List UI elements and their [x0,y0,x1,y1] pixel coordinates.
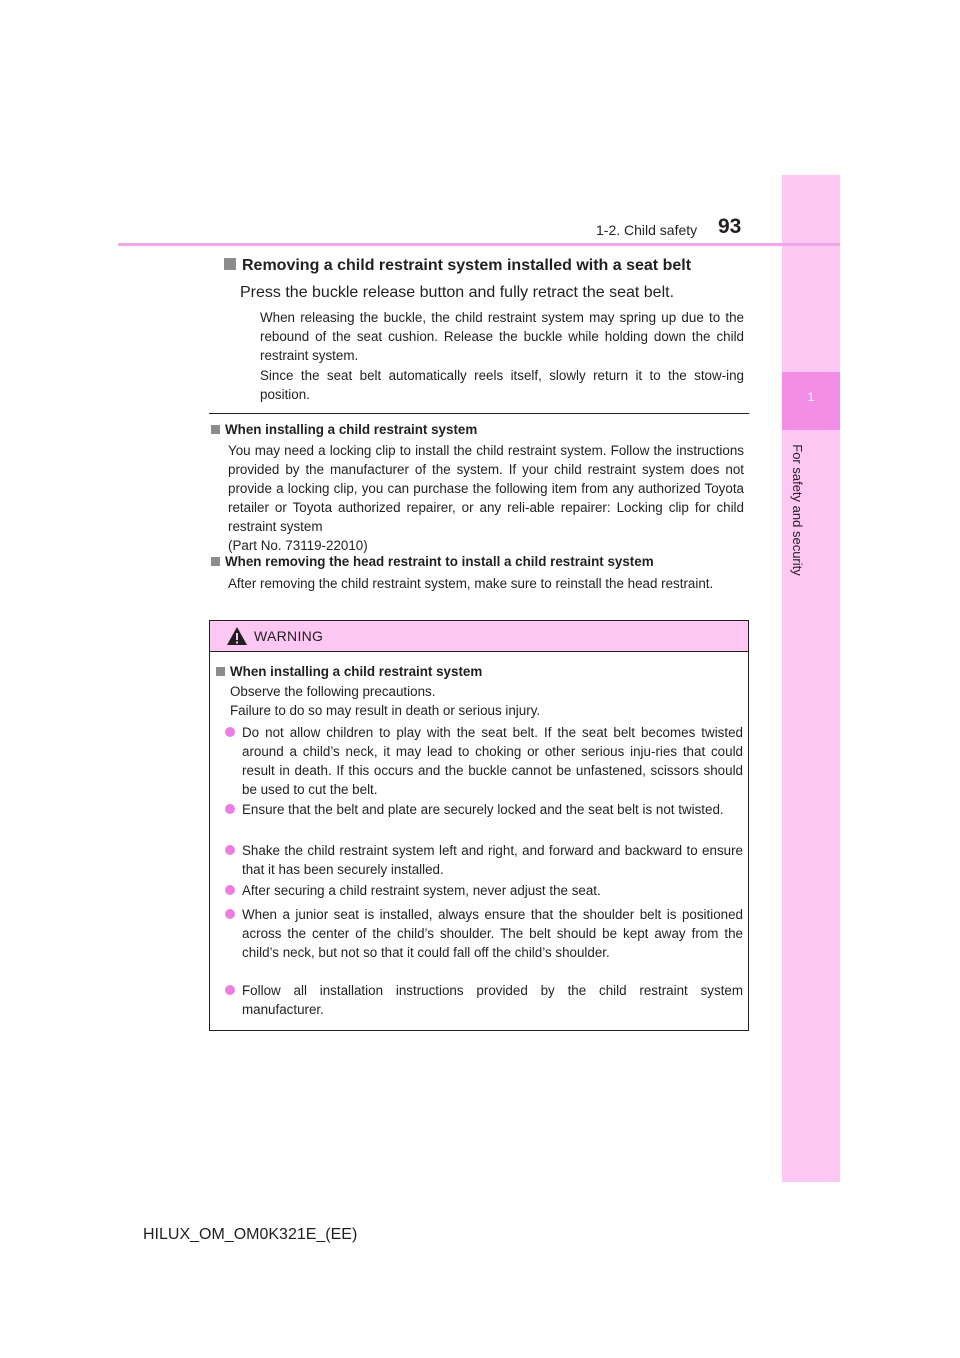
side-tab-chapter-number: 1 [807,390,815,404]
warning-box [209,620,749,1031]
procedure-heading [224,257,691,275]
info-heading [211,554,654,569]
part-number: (Part No. 73119-22010) [228,538,368,553]
info-heading [211,422,477,437]
warning-bullet [225,800,743,819]
side-tab-chapter-title: For safety and security [790,444,805,576]
warning-bullet-text: After securing a child restraint system, never adjust the seat. [242,883,601,898]
bullet-dot-icon [225,985,235,995]
bullet-dot-icon [225,909,235,919]
bullet-dot-icon [225,845,235,855]
procedure-heading-text: Removing a child restraint system installed with a seat belt [242,257,692,274]
square-bullet-icon [224,258,236,270]
section-divider [209,413,749,414]
warning-triangle-icon [226,626,248,646]
bullet-dot-icon [225,804,235,814]
header-rule [118,243,840,246]
warning-bullet [225,881,743,900]
procedure-note: When releasing the buckle, the child restraint system may spring up due to the rebound of the seat cushion. Release the buckle while holding down the child restraint system. [260,310,744,363]
square-bullet-icon [216,667,225,676]
warning-bullet [225,841,743,879]
procedure-step: Press the buckle release button and fully retract the seat belt. [240,284,675,301]
square-bullet-icon [211,425,220,434]
warning-heading-text: When installing a child restraint system [230,664,483,679]
warning-bullet [225,905,743,962]
warning-bullet-text: Follow all installation instructions provided by the child restraint system manufacturer. [242,983,743,1017]
warning-intro: Failure to do so may result in death or serious injury. [230,703,541,718]
info-heading-text: When installing a child restraint system [225,422,478,437]
warning-bullet-text: Do not allow children to play with the seat belt. If the seat belt becomes twisted around a child’s neck, it may lead to choking or other serious inju-ries that could result in death. If this occurs and the buckle cannot be unfastened, scissors should be used to cut the belt. [242,725,743,797]
warning-bullet-text: When a junior seat is installed, always ensure that the shoulder belt is positioned across the center of the child’s shoulder. The belt should be kept away from the child’s neck, but not so that it could fall off the child’s shoulder. [242,907,743,960]
document-code: HILUX_OM_OM0K321E_(EE) [143,1226,358,1243]
side-tab [782,175,840,1182]
warning-bullet [225,981,743,1019]
info-body [228,441,744,555]
warning-label: WARNING [254,628,324,644]
info-body: After removing the child restraint system, make sure to reinstall the head restraint. [228,576,714,591]
warning-bullet [225,723,743,799]
warning-heading [216,664,482,679]
info-heading-text: When removing the head restraint to install a child restraint system [225,554,654,569]
section-label: 1-2. Child safety [596,222,698,238]
warning-bullet-text: Shake the child restraint system left and right, and forward and backward to ensure that it has been securely installed. [242,843,743,877]
square-bullet-icon [211,557,220,566]
bullet-dot-icon [225,885,235,895]
warning-intro: Observe the following precautions. [230,684,436,699]
bullet-dot-icon [225,727,235,737]
procedure-note: Since the seat belt automatically reels itself, slowly return it to the stow-ing position. [260,368,744,402]
page-number: 93 [718,215,742,238]
warning-bullet-text: Ensure that the belt and plate are securely locked and the seat belt is not twisted. [242,802,724,817]
info-body-text: You may need a locking clip to install the child restraint system. Follow the instructions provided by the manufacturer of the system. If your child restraint system does not provide a locking clip, you can purchase the following item from any authorized Toyota retailer or Toyota authorized repairer, or any reli-able repairer: Locking clip for child restraint system [228,443,744,534]
